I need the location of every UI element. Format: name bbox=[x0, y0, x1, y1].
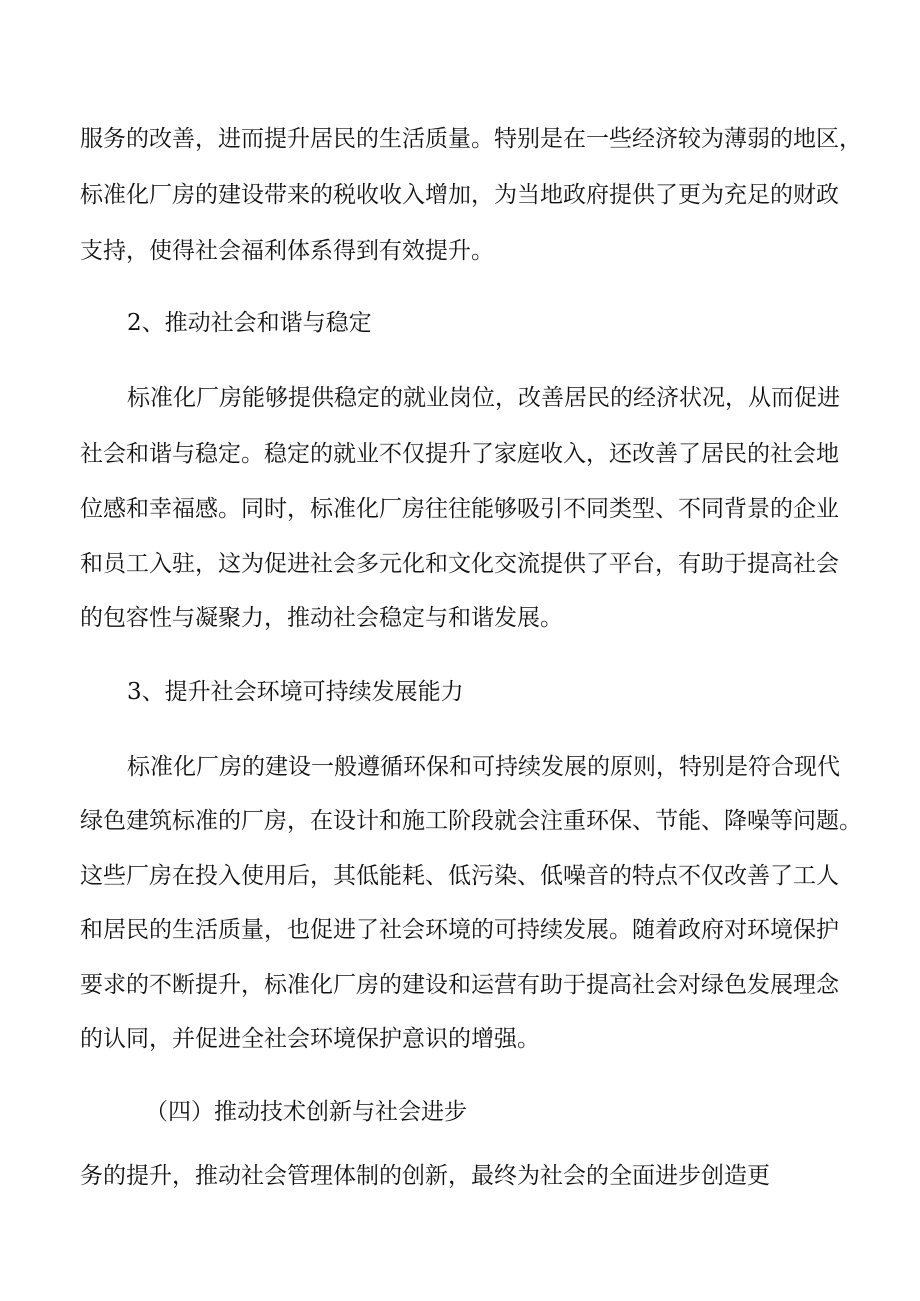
paragraph-line: 的认同，并促进全社会环境保护意识的增强。 bbox=[80, 1026, 540, 1052]
paragraph-line: 支持，使得社会福利体系得到有效提升。 bbox=[80, 238, 494, 264]
paragraph-line: 标准化厂房能够提供稳定的就业岗位，改善居民的经济状况，从而促进 bbox=[127, 385, 840, 411]
paragraph-line: 的包容性与凝聚力，推动社会稳定与和谐发展。 bbox=[80, 605, 563, 631]
paragraph-line: 要求的不断提升，标准化厂房的建设和运营有助于提高社会对绿色发展理念 bbox=[80, 972, 839, 998]
paragraph-line: 位感和幸福感。同时，标准化厂房往往能够吸引不同类型、不同背景的企业 bbox=[80, 496, 839, 522]
paragraph-line: 社会和谐与稳定。稳定的就业不仅提升了家庭收入，还改善了居民的社会地 bbox=[80, 441, 839, 467]
paragraph-line: 服务的改善，进而提升居民的生活质量。特别是在一些经济较为薄弱的地区， bbox=[80, 126, 862, 152]
paragraph-line: 和居民的生活质量，也促进了社会环境的可持续发展。随着政府对环境保护 bbox=[80, 917, 839, 943]
section-heading: 2、推动社会和谐与稳定 bbox=[127, 310, 372, 336]
section-heading: （四）推动技术创新与社会进步 bbox=[145, 1099, 467, 1125]
section-heading: 3、提升社会环境可持续发展能力 bbox=[127, 679, 464, 705]
paragraph-line: 标准化厂房的建设带来的税收收入增加，为当地政府提供了更为充足的财政 bbox=[80, 182, 839, 208]
paragraph-line: 绿色建筑标准的厂房，在设计和施工阶段就会注重环保、节能、降噪等问题。 bbox=[80, 808, 862, 834]
paragraph-line: 标准化厂房的建设一般遵循环保和可持续发展的原则，特别是符合现代 bbox=[127, 754, 840, 780]
paragraph-line: 和员工入驻，这为促进社会多元化和文化交流提供了平台，有助于提高社会 bbox=[80, 551, 839, 577]
paragraph-line: 务的提升，推动社会管理体制的创新，最终为社会的全面进步创造更 bbox=[80, 1163, 770, 1189]
paragraph-line: 这些厂房在投入使用后，其低能耗、低污染、低噪音的特点不仅改善了工人 bbox=[80, 863, 839, 889]
